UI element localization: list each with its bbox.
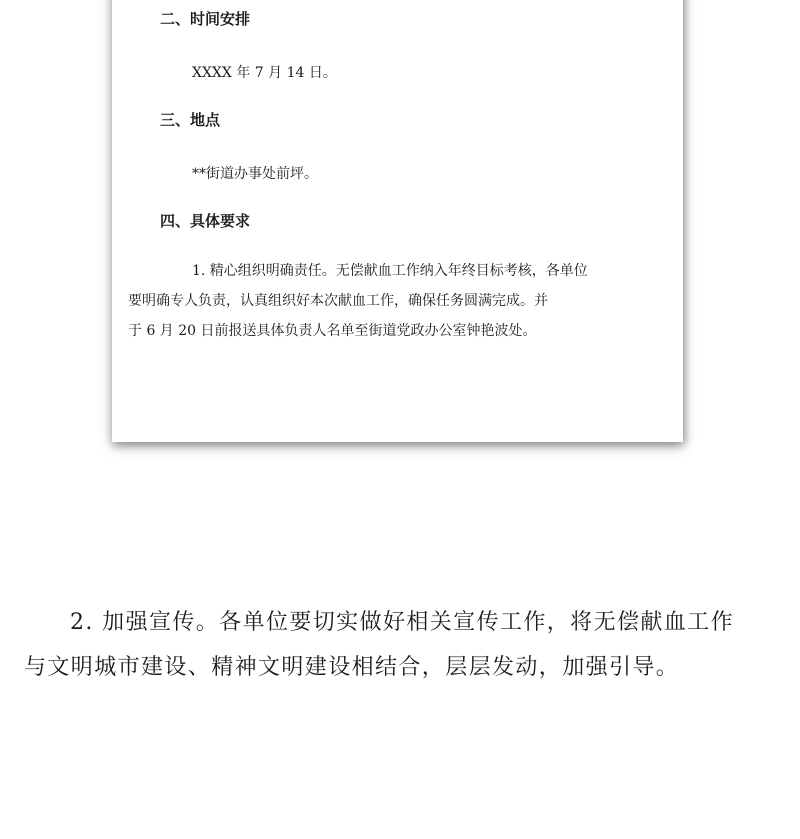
publicity-paragraph: [24, 600, 780, 690]
section-heading-location: 三、地点: [160, 111, 221, 129]
location-text: **街道办事处前坪。: [192, 166, 318, 182]
paragraph-line: 2. 加强宣传。各单位要切实做好相关宣传工作，将无偿献血工作: [70, 610, 734, 635]
document-page-preview: [112, 0, 683, 442]
requirement-line: 于 6 月 20 日前报送具体负责人名单至街道党政办公室钟艳波处。: [128, 323, 537, 339]
section-heading-schedule: 二、时间安排: [160, 10, 251, 28]
requirement-line: 1. 精心组织明确责任。无偿献血工作纳入年终目标考核，各单位: [192, 263, 588, 279]
section-heading-requirements: 四、具体要求: [160, 212, 251, 230]
schedule-date: XXXX 年 7 月 14 日。: [192, 65, 337, 81]
paragraph-line: 与文明城市建设、精神文明建设相结合，层层发动，加强引导。: [24, 655, 680, 680]
requirement-line: 要明确专人负责，认真组织好本次献血工作，确保任务圆满完成。并: [128, 293, 548, 309]
requirement-item-1: [128, 256, 644, 346]
